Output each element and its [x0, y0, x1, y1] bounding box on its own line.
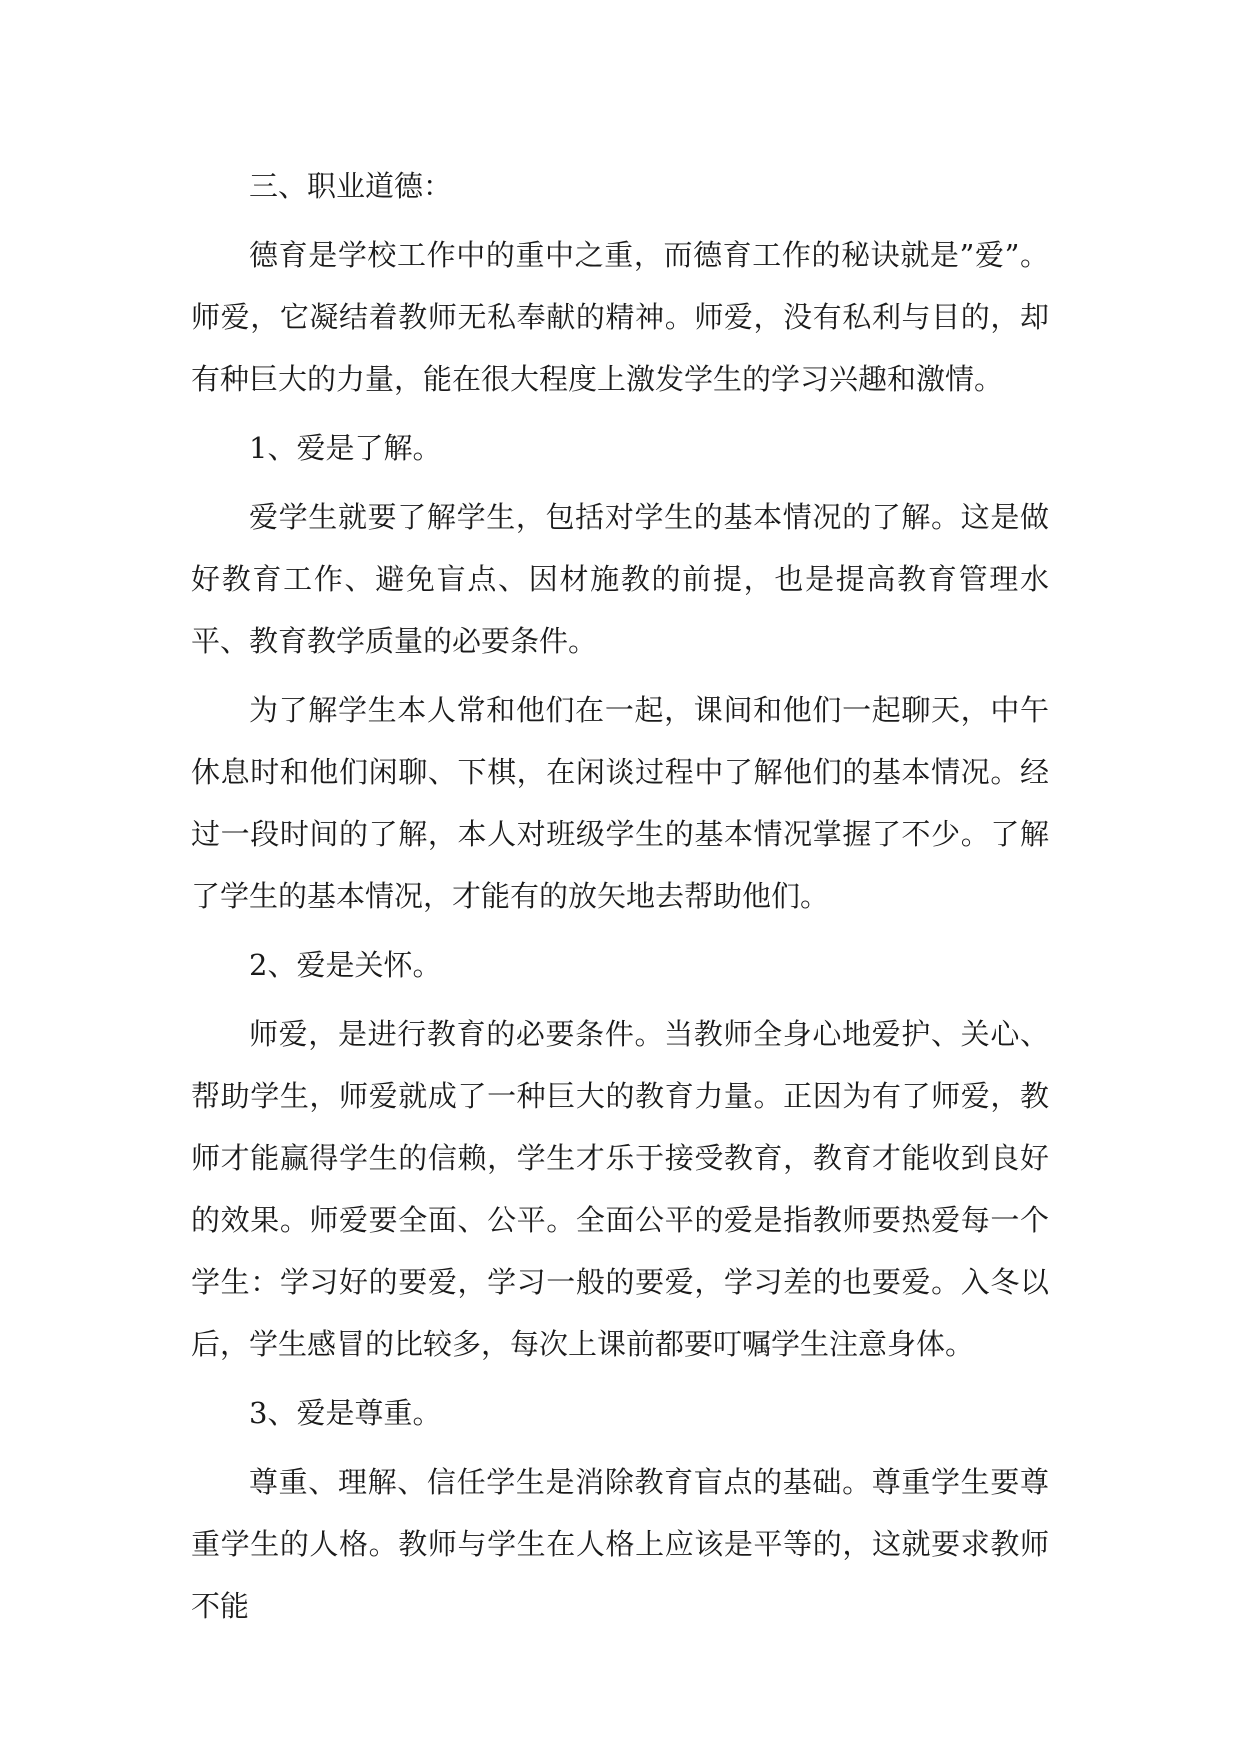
paragraph: 德育是学校工作中的重中之重，而德育工作的秘诀就是”爱”。师爱，它凝结着教师无私奉献的精神。师爱，没有私利与目的，却有种巨大的力量，能在很大程度上激发学生的学习兴趣和激情。 — [191, 238, 1049, 396]
paragraph: 尊重、理解、信任学生是消除教育盲点的基础。尊重学生要尊重学生的人格。教师与学生在人格上应该是平等的，这就要求教师不能 — [191, 1465, 1049, 1623]
document-body — [191, 155, 1049, 1644]
paragraph: 爱学生就要了解学生，包括对学生的基本情况的了解。这是做好教育工作、避免盲点、因材施教的前提，也是提高教育管理水平、教育教学质量的必要条件。 — [191, 500, 1049, 658]
paragraph: 为了解学生本人常和他们在一起，课间和他们一起聊天，中午休息时和他们闲聊、下棋，在闲谈过程中了解他们的基本情况。经过一段时间的了解，本人对班级学生的基本情况掌握了不少。了解了学生的基本情况，才能有的放矢地去帮助他们。 — [191, 693, 1049, 913]
subsection-heading: 3、爱是尊重。 — [249, 1396, 442, 1430]
subsection-heading: 1、爱是了解。 — [249, 431, 442, 465]
paragraph: 师爱，是进行教育的必要条件。当教师全身心地爱护、关心、帮助学生，师爱就成了一种巨大的教育力量。正因为有了师爱，教师才能赢得学生的信赖，学生才乐于接受教育，教育才能收到良好的效果。师爱要全面、公平。全面公平的爱是指教师要热爱每一个学生：学习好的要爱，学习一般的要爱，学习差的也要爱。入冬以后，学生感冒的比较多，每次上课前都要叮嘱学生注意身体。 — [191, 1017, 1049, 1361]
section-heading: 三、职业道德： — [249, 169, 453, 203]
subsection-heading: 2、爱是关怀。 — [249, 948, 442, 982]
